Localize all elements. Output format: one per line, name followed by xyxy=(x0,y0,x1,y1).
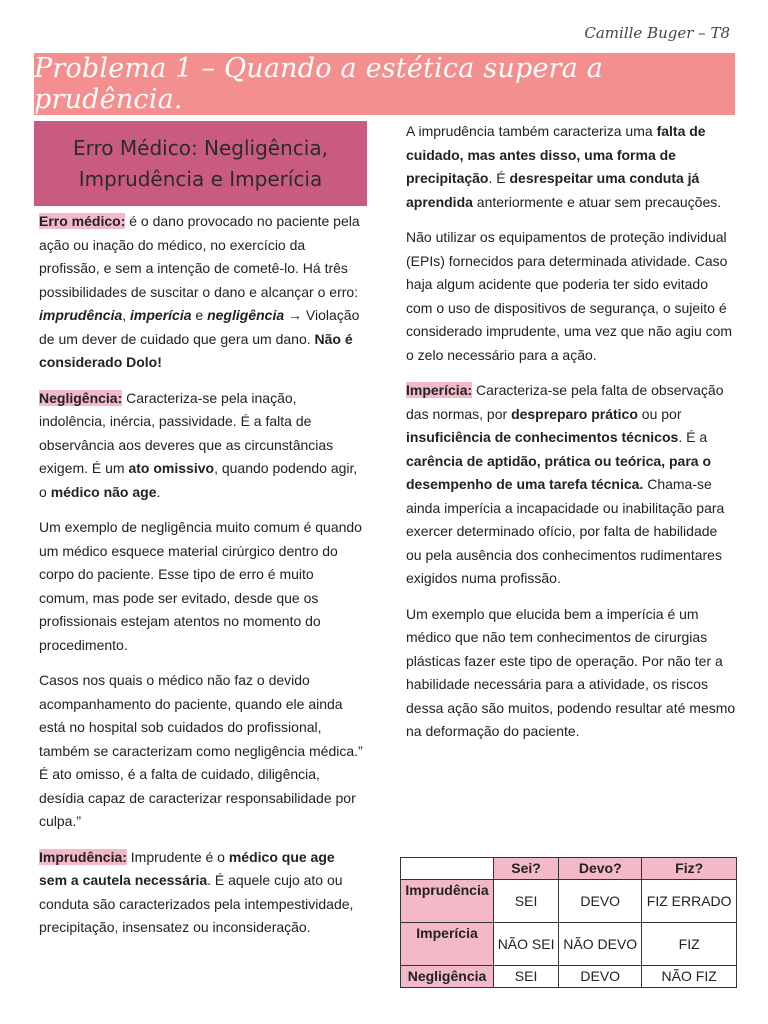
text: . É xyxy=(488,170,510,186)
table-cell: FIZ xyxy=(642,923,737,966)
comparison-table-wrap xyxy=(400,857,737,988)
bold-medico-nao-age: médico não age xyxy=(50,483,157,500)
text: Imprudente é o xyxy=(126,848,229,865)
table-cell: SEI xyxy=(494,966,559,988)
paragraph-exemplo-impericia: Um exemplo que elucida bem a imperícia é um médico que não tem conhecimentos de cirurgias plásticas fazer este tipo de operação. Por não ter a habilidade necessária para a atividade, os riscos dessa ação são muitos, podendo resultar até mesmo na deformação do paciente. xyxy=(406,605,736,739)
bold-impericia: imperícia xyxy=(130,307,192,323)
table-row xyxy=(401,966,737,988)
table-cell: DEVO xyxy=(559,880,642,923)
bold-falta-cuidado: falta de cuidado, mas antes disso, uma forma de precipitação xyxy=(406,123,706,186)
text: Chama-se ainda imperícia a incapacidade ou inabilitação para exercer determinado ofício, por falta de habilidade ou pela ausência dos conhecimentos rudimentares exigidos numa profissão. xyxy=(406,476,725,586)
table-cell: DEVO xyxy=(559,966,642,988)
text: A imprudência também caracteriza uma xyxy=(406,123,657,139)
paragraph-erro-medico xyxy=(39,210,365,375)
bold-carencia: carência de aptidão, prática ou teórica, para o desempenho de uma tarefa técnica. xyxy=(406,452,711,492)
table-header-cell: Devo? xyxy=(559,858,642,880)
paragraph-impericia xyxy=(406,379,736,591)
table-cell: NÃO FIZ xyxy=(642,966,737,988)
term-impericia: Imperícia: xyxy=(406,382,473,398)
title-banner xyxy=(34,53,735,115)
author-label: Camille Buger – T8 xyxy=(584,24,730,42)
text: ou por xyxy=(637,405,682,422)
text: Caracteriza-se pela inação, indolência, inércia, passividade. É a falta de observância aos deveres que as circunstâncias exigem. É um xyxy=(39,389,334,476)
text: , xyxy=(122,307,131,323)
table-header-cell: Fiz? xyxy=(642,858,737,880)
term-negligencia: Negligência: xyxy=(39,389,123,406)
text: . É aquele cujo ato ou conduta são caracterizados pela intempestividade, precipitação, insensatez ou inconsideração. xyxy=(39,872,354,935)
right-column xyxy=(406,120,736,756)
bold-negligencia: negligência xyxy=(207,307,285,323)
table-cell: SEI xyxy=(494,880,559,923)
bold-desrespeitar: desrespeitar uma conduta já aprendida xyxy=(406,170,700,210)
table-row-label: Imperícia xyxy=(401,923,494,966)
paragraph-exemplo-negligencia: Um exemplo de negligência muito comum é quando um médico esquece material cirúrgico dentro do corpo do paciente. Esse tipo de erro é muito comum, mas pode ser evitado, desde que os profissionais estejam atentos no momento do procedimento. xyxy=(39,519,362,653)
paragraph-epis: Não utilizar os equipamentos de proteção individual (EPIs) fornecidos para determinada atividade. Caso haja algum acidente que poderia ter sido evitado com o uso de dispositivos de segurança, o sujeito é considerado imprudente, uma vez que não agiu com o zelo necessário para a ação. xyxy=(406,229,733,363)
term-erro-medico: Erro médico: xyxy=(39,213,126,229)
table-cell: NÃO SEI xyxy=(494,923,559,966)
text: → Violação de um dever de cuidado que gera um dano. xyxy=(39,307,360,347)
comparison-table xyxy=(400,857,737,988)
bold-ato-omissivo: ato omissivo xyxy=(128,460,215,476)
section-title-line-2: Imprudência e Imperícia xyxy=(78,166,323,191)
table-cell: FIZ ERRADO xyxy=(642,880,737,923)
table-header-cell: Sei? xyxy=(494,858,559,880)
bold-insuficiencia: insuficiência de conhecimentos técnicos xyxy=(406,429,679,445)
paragraph-casos: Casos nos quais o médico não faz o devido acompanhamento do paciente, quando ele ainda está no hospital sob cuidados do profissional, também se caracterizam como negligência médica.” É ato omisso, é a falta de cuidado, diligência, desídia capaz de caracterizar responsabilidade por culpa.” xyxy=(39,672,363,829)
paragraph-imprudencia xyxy=(39,846,365,940)
section-title-box xyxy=(34,121,367,206)
paragraph-negligencia xyxy=(39,387,365,505)
text: . É a xyxy=(678,429,708,445)
bold-medico-age: médico que age sem a cautela necessária xyxy=(39,848,335,888)
table-header-row xyxy=(401,858,737,880)
table-row-label: Negligência xyxy=(401,966,494,988)
table-row-label: Imprudência xyxy=(401,880,494,923)
bold-nao-dolo: Não é considerado Dolo! xyxy=(39,330,353,370)
section-title-line-1: Erro Médico: Negligência, xyxy=(73,135,328,160)
text: é o dano provocado no paciente pela ação ou inação do médico, no exercício da profissão, e sem a intenção de cometê-lo. Há três possibilidades de suscitar o dano e alcançar o erro: xyxy=(39,213,360,300)
text: . xyxy=(156,483,161,500)
bold-imprudencia: imprudência xyxy=(39,307,123,323)
text: , quando podendo agir, o xyxy=(39,460,358,500)
table-header-cell xyxy=(401,858,494,880)
page-title: Problema 1 – Quando a estética supera a prudência. xyxy=(34,53,604,115)
text: anteriormente e atuar sem precauções. xyxy=(472,193,722,210)
text: e xyxy=(191,307,208,323)
text: Caracteriza-se pela falta de observação das normas, por xyxy=(406,382,724,422)
bold-despreparo: despreparo prático xyxy=(511,405,638,422)
paragraph-imprudencia-cont xyxy=(406,120,736,214)
table-cell: NÃO DEVO xyxy=(559,923,642,966)
table-row xyxy=(401,880,737,923)
table-row xyxy=(401,923,737,966)
term-imprudencia: Imprudência: xyxy=(39,848,127,865)
left-column xyxy=(39,210,365,952)
